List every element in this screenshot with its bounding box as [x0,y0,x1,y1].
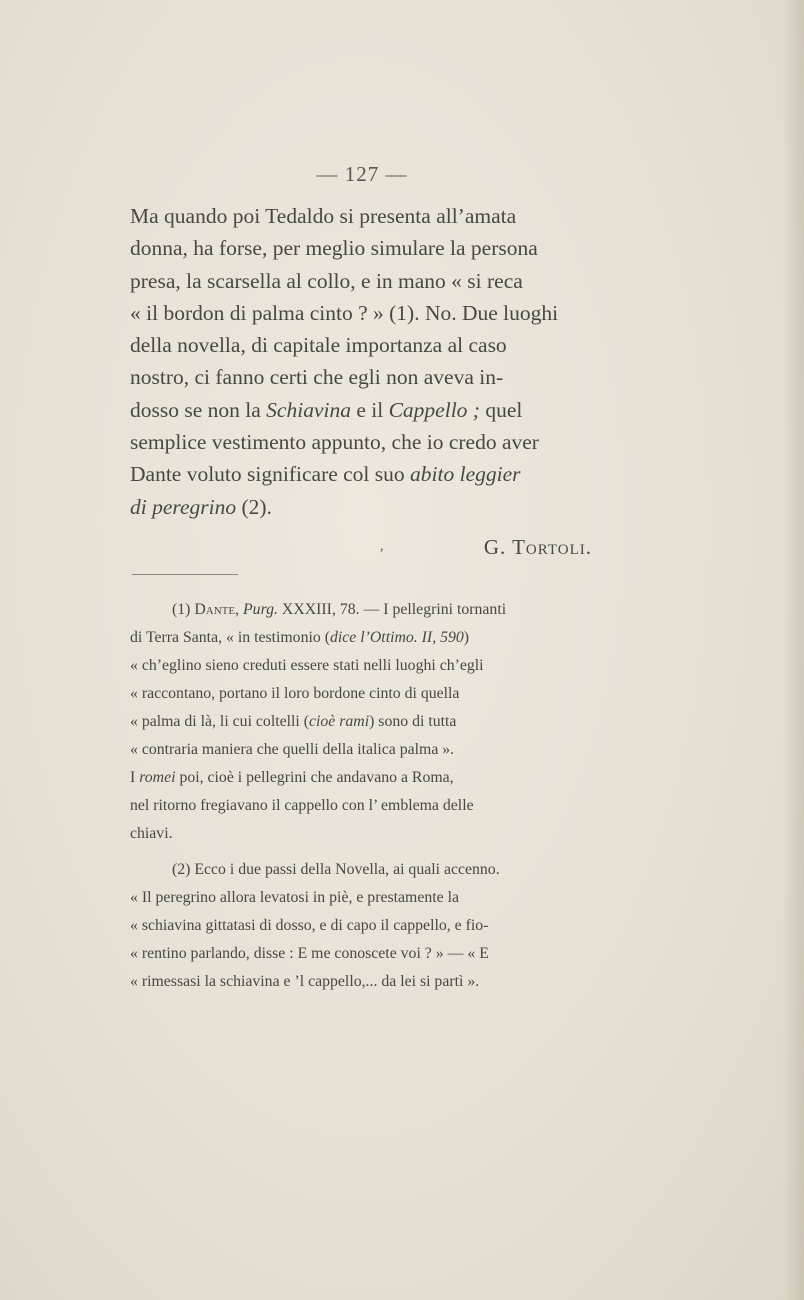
footnote-line-text: « raccontano, portano il loro bordone cinto di quella [130,685,460,702]
italic-term-schiavina: Schiavina [266,397,351,422]
italic-phrase: di peregrino [130,494,237,519]
footnote-line [130,856,614,884]
body-line [130,458,614,490]
body-line-mixed [130,394,522,426]
footnote-line [130,680,614,708]
author-name: G. Tortoli. [483,535,592,559]
footnote-line-text: nel ritorno fregiavano il cappello con l’ emblema delle [130,797,474,814]
text-run: XXXIII, 78. — I pellegrini tornanti [277,601,507,618]
footnote-spacer [130,848,614,856]
body-line-text: presa, la scarsella al collo, e in mano « si reca [130,268,523,293]
body-line-text: della novella, di capitale importanza al caso [130,333,507,358]
footnote-line [130,968,614,996]
italic-phrase: abito leggier [410,462,521,487]
italic-citation: dice l’Ottimo. II, 590 [329,629,464,646]
body-line [130,426,614,458]
footnote-line-text: « Il peregrino allora levatosi in piè, e prestamente la [130,889,459,906]
page-edge-shadow [782,0,804,1300]
text-run: poi, cioè i pellegrini che andavano a Roma, [175,769,454,786]
footnote-line [130,736,614,764]
footnote-line [130,884,614,912]
italic-citation: Purg. [243,601,278,618]
text-run: di Terra Santa, « in testimonio ( [130,629,330,646]
body-line-mixed [130,491,272,523]
body-line [130,394,614,426]
italic-term-cappello: Cappello ; [388,397,480,422]
footnote-line [130,820,614,848]
italic-gloss: cioè rami [308,713,370,730]
main-paragraph [130,200,614,523]
body-line [130,491,614,523]
footnote-line [130,652,614,680]
text-run: ) sono di tutta [369,713,457,730]
text-run: I [130,769,140,786]
body-line-text: Ma quando poi Tedaldo si presenta all’amata [130,204,517,228]
italic-term-romei: romei [139,769,176,786]
body-line-text: « il bordon di palma cinto ? » (1). No. Due luoghi [130,300,559,325]
footnote-line-text: « rentino parlando, disse : E me conoscete voi ? » — « E [130,945,489,962]
footnote-line [130,912,614,940]
body-line-text: donna, ha forse, per meglio simulare la persona [130,236,538,261]
text-run: e il [350,397,389,422]
footnote-line [130,764,614,792]
text-run: , [235,601,244,618]
footnote-line [130,708,614,736]
footnote-line [130,624,614,652]
footnote-rule [132,574,238,575]
body-line [130,200,614,232]
body-line [130,265,614,297]
footnote-line [130,940,614,968]
footnote-line [130,792,614,820]
footnote-line-text: « contraria maniera che quelli della italica palma ». [130,741,455,758]
text-run: quel [479,397,523,422]
page-number: — 127 — [316,162,408,186]
signature-mark: , [380,539,384,554]
footnote-ref: (2). [236,494,272,519]
author-dante: Dante [194,601,236,618]
body-line-mixed [130,458,521,490]
footnotes [130,596,614,996]
text-run: dosso se non la [130,397,267,422]
body-line [130,329,614,361]
body-line-text: nostro, ci fanno certi che egli non aveva in- [130,365,504,390]
text-run: (1) [172,601,195,618]
footnote-line-mixed [130,708,456,736]
text-run: ) [463,629,470,646]
footnote-line-text: « rimessasi la schiavina e ’l cappello,... da lei si partì ». [130,973,480,990]
footnote-line-text: « schiavina gittatasi di dosso, e di capo il cappello, e fio- [130,917,489,934]
text-run: « palma di là, li cui coltelli ( [130,713,309,730]
footnote-line-mixed [172,596,506,624]
footnote-line [130,596,614,624]
body-line [130,297,614,329]
text-run: Dante voluto significare col suo [130,462,411,487]
footnote-line-mixed [130,624,469,652]
footnote-line-mixed [130,764,454,792]
body-line [130,361,614,393]
footnote-line-text: « ch’eglino sieno creduti essere stati nelli luoghi ch’egli [130,657,484,674]
footnote-line-text: chiavi. [130,825,173,842]
footnote-line-text: (2) Ecco i due passi della Novella, ai quali accenno. [172,861,500,878]
body-line [130,232,614,264]
body-line-text: semplice vestimento appunto, che io credo aver [130,430,539,455]
